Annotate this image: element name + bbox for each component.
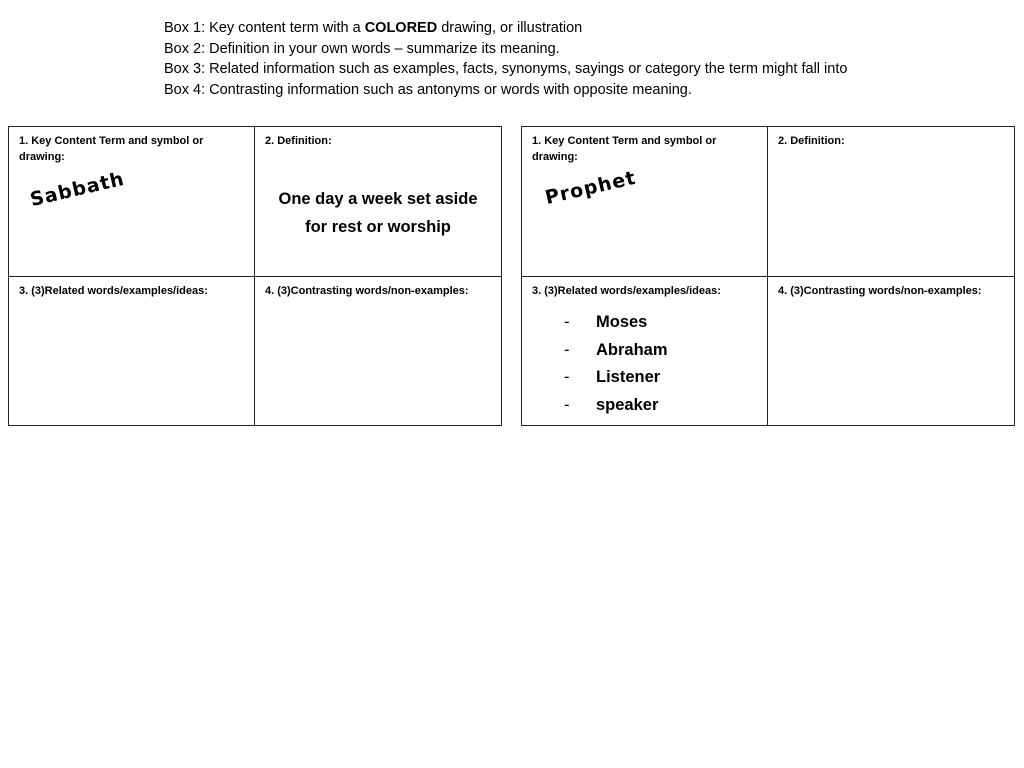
key-term-box [522,127,768,277]
related-words-label: 3. (3)Related words/examples/ideas: [19,285,208,297]
related-words-list [532,309,759,419]
bullet-dash: - [564,395,570,414]
key-term-sabbath: Sabbath [28,167,127,211]
definition-box [768,127,1014,277]
bullet-dash: - [564,313,570,331]
definition-box [255,127,501,277]
list-item [564,337,759,365]
instruction-box1 [164,18,1004,39]
list-item [564,364,759,392]
key-term-label: 1. Key Content Term and symbol or drawing: [19,135,204,163]
bullet-dash: - [564,368,570,386]
frayer-model-sabbath [8,126,502,426]
instruction-box4: Box 4: Contrasting information such as antonyms or words with opposite meaning. [164,81,692,98]
key-term-box [9,127,255,277]
related-words-box [9,277,255,425]
frayer-model-prophet [521,126,1015,426]
contrasting-words-box [255,277,501,425]
instructions [164,18,1004,100]
list-item [564,309,759,337]
definition-label: 2. Definition: [778,135,845,147]
list-item [564,392,759,420]
related-word: Abraham [596,340,668,359]
instruction-box1-prefix: Box 1: Key content term with a [164,20,365,36]
contrasting-words-label: 4. (3)Contrasting words/non-examples: [265,285,469,297]
instruction-box1-suffix: drawing, or illustration [437,20,583,36]
instruction-box2: Box 2: Definition in your own words – summarize its meaning. [164,40,560,57]
related-words-box [522,277,768,425]
related-word: Moses [596,313,648,331]
definition-line-2: for rest or worship [305,218,451,236]
related-word: speaker [596,395,659,414]
definition-label: 2. Definition: [265,135,332,147]
key-term-prophet: Prophet [543,166,639,209]
contrasting-words-label: 4. (3)Contrasting words/non-examples: [778,285,982,297]
definition-text [255,185,501,241]
related-word: Listener [596,368,661,386]
instruction-box3: Box 3: Related information such as examples, facts, synonyms, sayings or category the term might fall into [164,61,848,77]
bullet-dash: - [564,340,570,359]
key-term-label: 1. Key Content Term and symbol or drawing: [532,135,717,163]
definition-line-1: One day a week set aside [278,190,478,208]
instruction-box1-emphasis: COLORED [364,20,438,36]
related-words-label: 3. (3)Related words/examples/ideas: [532,285,721,297]
contrasting-words-box [768,277,1014,425]
